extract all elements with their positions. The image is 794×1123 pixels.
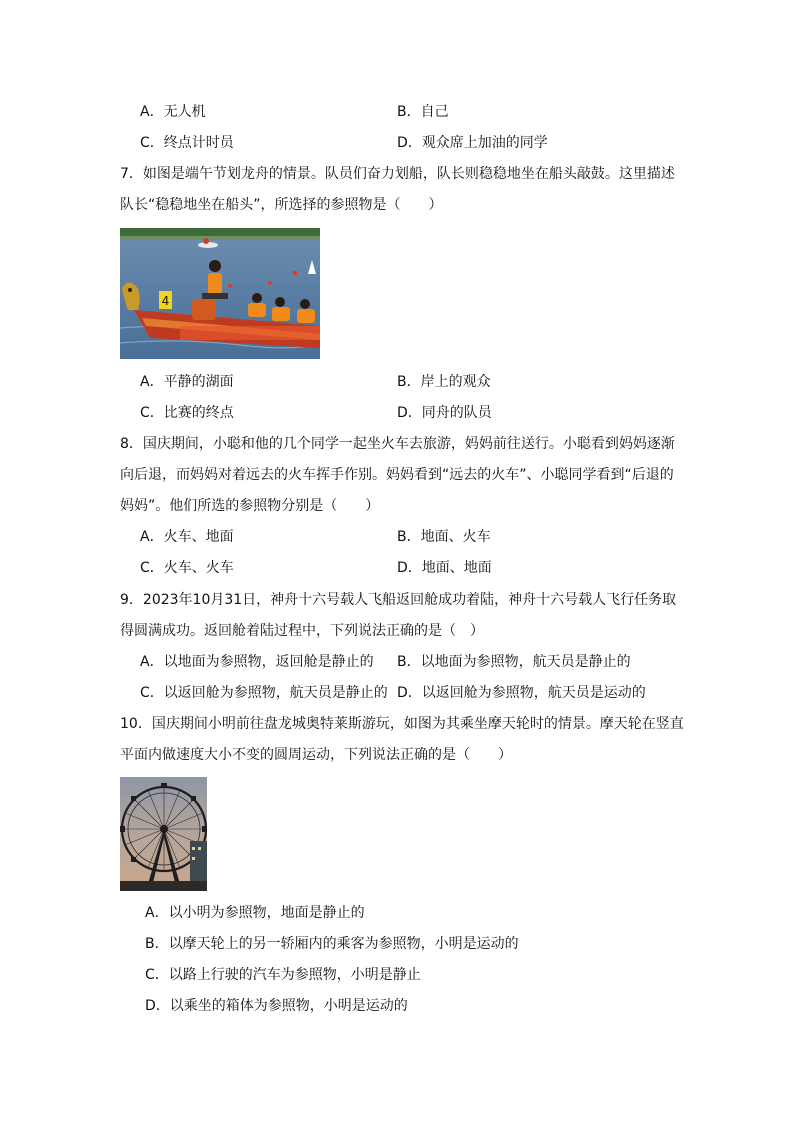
q8-option-c[interactable]: C．火车、火车	[140, 560, 234, 576]
q8-option-d[interactable]: D．地面、地面	[397, 560, 492, 576]
q10-stem-line-2: 平面内做速度大小不变的圆周运动，下列说法正确的是（ ）	[120, 747, 512, 763]
boat-number: 4	[161, 294, 170, 308]
q8-stem-line-2: 向后退，而妈妈对着远去的火车挥手作别。妈妈看到“远去的火车”、小聪同学看到“后退的	[120, 467, 674, 483]
q9-stem-line-1: 9．2023年10月31日，神舟十六号载人飞船返回舱成功着陆，神舟十六号载人飞行任务取	[120, 592, 677, 608]
q9-stem-line-2: 得圆满成功。返回舱着陆过程中，下列说法正确的是（ ）	[120, 623, 484, 639]
q10-option-d[interactable]: D．以乘坐的箱体为参照物，小明是运动的	[145, 998, 408, 1014]
q6-option-b[interactable]: B．自己	[397, 104, 449, 120]
q7-option-a[interactable]: A．平静的湖面	[140, 374, 234, 390]
q10-option-b[interactable]: B．以摩天轮上的另一轿厢内的乘客为参照物，小明是运动的	[145, 936, 519, 952]
q7-option-c[interactable]: C．比赛的终点	[140, 405, 234, 421]
q10-stem-line-1: 10．国庆期间小明前往盘龙城奥特莱斯游玩，如图为其乘坐摩天轮时的情景。摩天轮在竖直	[120, 716, 684, 732]
dragon-boat-photo	[120, 228, 320, 359]
q9-option-b[interactable]: B．以地面为参照物，航天员是静止的	[397, 654, 631, 670]
q8-option-b[interactable]: B．地面、火车	[397, 529, 491, 545]
q9-option-d[interactable]: D．以返回舱为参照物，航天员是运动的	[397, 685, 646, 701]
q7-option-b[interactable]: B．岸上的观众	[397, 374, 491, 390]
q10-option-c[interactable]: C．以路上行驶的汽车为参照物，小明是静止	[145, 967, 421, 983]
q6-option-d[interactable]: D．观众席上加油的同学	[397, 135, 548, 151]
ferris-wheel-photo	[120, 777, 207, 891]
q7-stem-line-1: 7．如图是端午节划龙舟的情景。队员们奋力划船，队长则稳稳地坐在船头敲鼓。这里描述	[120, 166, 675, 182]
q6-option-c[interactable]: C．终点计时员	[140, 135, 234, 151]
q10-option-a[interactable]: A．以小明为参照物，地面是静止的	[145, 905, 365, 921]
q6-option-a[interactable]: A．无人机	[140, 104, 206, 120]
q8-stem-line-1: 8．国庆期间，小聪和他的几个同学一起坐火车去旅游，妈妈前往送行。小聪看到妈妈逐渐	[120, 436, 675, 452]
q9-option-a[interactable]: A．以地面为参照物，返回舱是静止的	[140, 654, 374, 670]
q9-option-c[interactable]: C．以返回舱为参照物，航天员是静止的	[140, 685, 388, 701]
q8-option-a[interactable]: A．火车、地面	[140, 529, 234, 545]
q7-option-d[interactable]: D．同舟的队员	[397, 405, 492, 421]
q8-stem-line-3: 妈妈”。他们所选的参照物分别是（ ）	[120, 498, 380, 514]
q7-stem-line-2: 队长“稳稳地坐在船头”，所选择的参照物是（ ）	[120, 197, 443, 213]
